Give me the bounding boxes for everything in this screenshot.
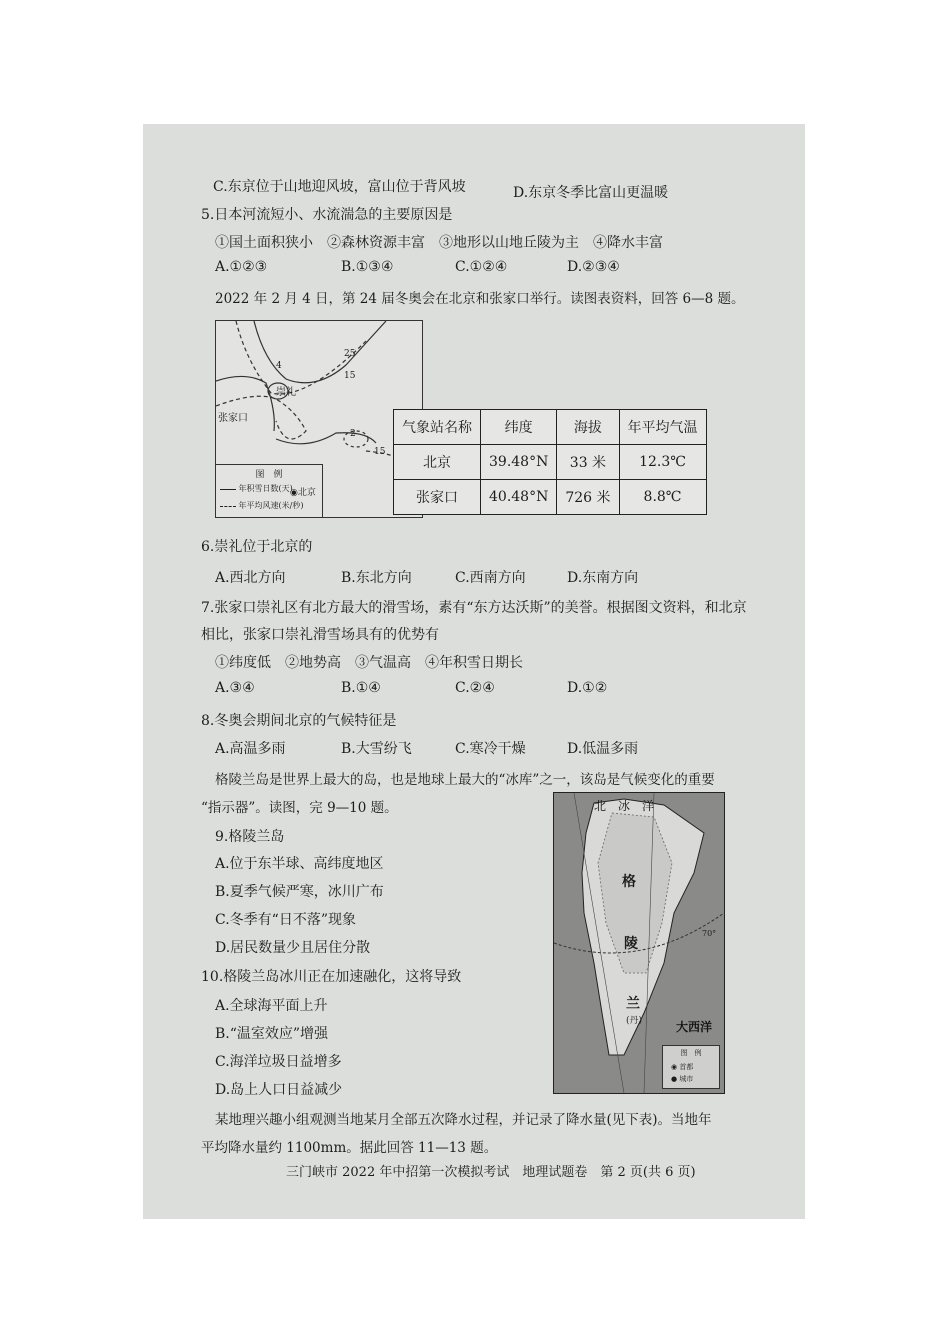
q7-items: ①纬度低 ②地势高 ③气温高 ④年积雪日期长 bbox=[215, 655, 523, 671]
q6-option-c: C.西南方向 bbox=[455, 570, 526, 586]
q5-option-b: B.①③④ bbox=[341, 259, 394, 275]
table-cell: 北京 bbox=[394, 445, 481, 480]
q5-option-c: C.①②④ bbox=[455, 259, 508, 275]
legend-city-label: 城市 bbox=[679, 1075, 694, 1083]
table-row bbox=[394, 480, 707, 515]
island-name-char-2: 陵 bbox=[624, 936, 638, 952]
q8-option-a: A.高温多雨 bbox=[215, 741, 286, 757]
q8-option-b: B.大雪纷飞 bbox=[341, 741, 412, 757]
island-name-char-1: 格 bbox=[622, 874, 636, 890]
intro-9-10-line1: 格陵兰岛是世界上最大的岛，也是地球上最大的“冰库”之一，该岛是气候变化的重要 bbox=[215, 772, 715, 788]
q7-stem-line2: 相比，张家口崇礼滑雪场具有的优势有 bbox=[201, 627, 439, 643]
q7-option-b: B.①④ bbox=[341, 680, 381, 696]
country-label: (丹) bbox=[626, 1016, 643, 1026]
table-cell: 12.3℃ bbox=[619, 445, 706, 480]
q10-option-a: A.全球海平面上升 bbox=[215, 998, 328, 1014]
island-name-char-3: 兰 bbox=[626, 996, 640, 1012]
map1-legend-title: 图 例 bbox=[255, 470, 283, 480]
q10-stem: 10.格陵兰岛冰川正在加速融化，这将导致 bbox=[201, 969, 462, 985]
legend-city bbox=[671, 1074, 719, 1084]
capital-dot-icon: ◉ bbox=[671, 1063, 680, 1071]
solid-line-icon bbox=[220, 489, 236, 490]
q5-items: ①国土面积狭小 ②森林资源丰富 ③地形以山地丘陵为主 ④降水丰富 bbox=[215, 235, 663, 251]
greenland-map bbox=[553, 792, 725, 1094]
table-row bbox=[394, 445, 707, 480]
zhangjiakou-label: 张家口 bbox=[218, 413, 248, 424]
legend-wind-speed-label: 年平均风速(米/秒) bbox=[238, 501, 304, 510]
isoline-label-15-bottom: 15 bbox=[374, 447, 386, 457]
dashed-line-icon bbox=[220, 506, 236, 507]
table-header: 气象站名称 bbox=[394, 410, 481, 445]
arctic-ocean-label: 北 冰 洋 bbox=[594, 799, 655, 813]
q10-option-b: B.“温室效应”增强 bbox=[215, 1026, 329, 1042]
q6-option-a: A.西北方向 bbox=[215, 570, 286, 586]
q5-stem: 5.日本河流短小、水流湍急的主要原因是 bbox=[201, 207, 453, 223]
q9-option-d: D.居民数量少且居住分散 bbox=[215, 940, 371, 956]
map2-legend bbox=[662, 1045, 720, 1089]
table-header: 海拔 bbox=[557, 410, 619, 445]
table-cell: 726 米 bbox=[557, 480, 619, 515]
q8-stem: 8.冬奥会期间北京的气候特征是 bbox=[201, 713, 397, 729]
q9-option-a: A.位于东半球、高纬度地区 bbox=[215, 856, 384, 872]
exam-page bbox=[143, 124, 805, 1219]
latitude-label: 70° bbox=[702, 929, 717, 938]
q7-option-a: A.③④ bbox=[215, 680, 255, 696]
q8-option-c: C.寒冷干燥 bbox=[455, 741, 526, 757]
legend-beijing bbox=[290, 485, 316, 498]
intro-9-10-line2: “指示器”。读图，完 9—10 题。 bbox=[201, 800, 398, 816]
weather-station-table bbox=[393, 409, 707, 515]
q5-option-d: D.②③④ bbox=[567, 259, 620, 275]
intro-11-13-line2: 平均降水量约 1100mm。据此回答 11—13 题。 bbox=[201, 1140, 498, 1156]
isoline-label-15-top: 15 bbox=[344, 371, 356, 381]
q6-option-b: B.东北方向 bbox=[341, 570, 412, 586]
page-footer: 三门峡市 2022 年中招第一次模拟考试 地理试题卷 第 2 页(共 6 页) bbox=[286, 1165, 696, 1180]
map1-legend bbox=[215, 464, 323, 518]
q8-option-d: D.低温多雨 bbox=[567, 741, 639, 757]
legend-capital-label: 首都 bbox=[679, 1063, 694, 1071]
map2-legend-title: 图 例 bbox=[680, 1049, 702, 1057]
table-cell: 40.48°N bbox=[481, 480, 557, 515]
table-header: 纬度 bbox=[481, 410, 557, 445]
legend-wind-speed bbox=[220, 500, 322, 511]
intro-6-8: 2022 年 2 月 4 日，第 24 届冬奥会在北京和张家口举行。读图表资料，回答 6—8 题。 bbox=[215, 291, 745, 307]
q7-option-c: C.②④ bbox=[455, 680, 495, 696]
isoline-label-2: 2 bbox=[350, 429, 356, 439]
legend-capital bbox=[671, 1062, 719, 1072]
legend-beijing-label: 北京 bbox=[297, 488, 316, 498]
q7-option-d: D.①② bbox=[567, 680, 608, 696]
q6-option-d: D.东南方向 bbox=[567, 570, 639, 586]
table-cell: 33 米 bbox=[557, 445, 619, 480]
legend-snow-days-label: 年积雪日数(天) bbox=[238, 484, 293, 493]
q4-option-c: C.东京位于山地迎风坡，富山位于背风坡 bbox=[213, 179, 466, 195]
q10-option-c: C.海洋垃圾日益增多 bbox=[215, 1054, 342, 1070]
table-cell: 张家口 bbox=[394, 480, 481, 515]
isoline-label-4: 4 bbox=[276, 361, 282, 371]
table-cell: 39.48°N bbox=[481, 445, 557, 480]
q7-stem-line1: 7.张家口崇礼区有北方最大的滑雪场，素有“东方达沃斯”的美誉。根据图文资料，和北京 bbox=[201, 600, 747, 616]
city-dot-icon: ◉ bbox=[290, 488, 298, 498]
isoline-label-25: 25 bbox=[344, 349, 356, 359]
q9-option-c: C.冬季有“日不落”现象 bbox=[215, 912, 356, 928]
table-header-row bbox=[394, 410, 707, 445]
city-dot-icon: ● bbox=[671, 1075, 680, 1083]
table-header: 年平均气温 bbox=[619, 410, 706, 445]
q6-stem: 6.崇礼位于北京的 bbox=[201, 539, 313, 555]
q10-option-d: D.岛上人口日益减少 bbox=[215, 1082, 343, 1098]
q5-option-a: A.①②③ bbox=[215, 259, 268, 275]
atlantic-ocean-label: 大西洋 bbox=[676, 1020, 713, 1034]
q4-option-d: D.东京冬季比富山更温暖 bbox=[513, 185, 669, 201]
table-cell: 8.8℃ bbox=[619, 480, 706, 515]
intro-11-13-line1: 某地理兴趣小组观测当地某月全部五次降水过程，并记录了降水量(见下表)。当地年 bbox=[215, 1112, 712, 1128]
chongli-label: 崇礼 bbox=[276, 387, 296, 398]
q9-stem: 9.格陵兰岛 bbox=[215, 829, 285, 845]
q9-option-b: B.夏季气候严寒，冰川广布 bbox=[215, 884, 384, 900]
